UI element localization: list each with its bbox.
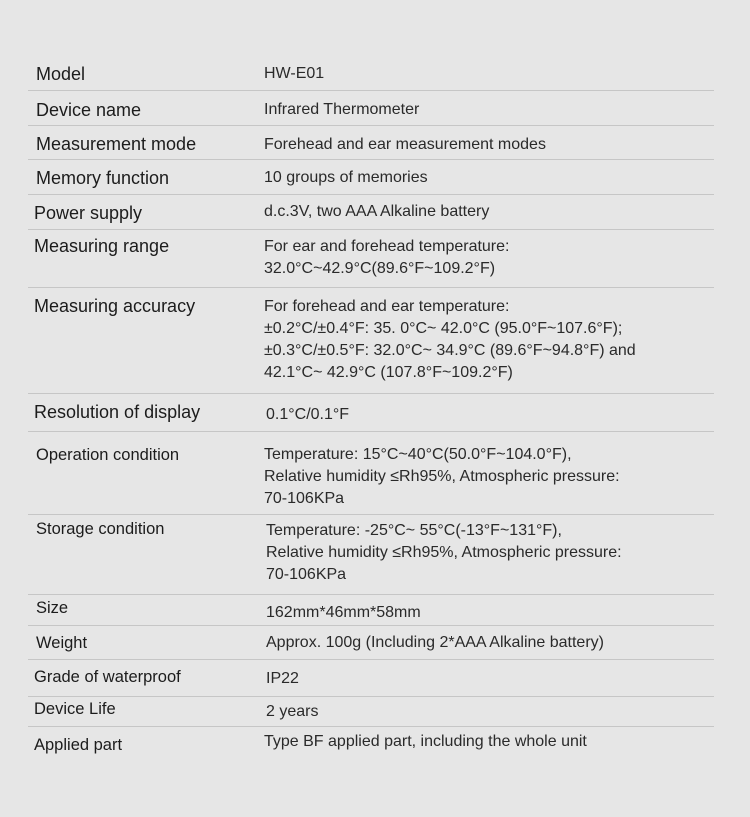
spec-row-storage-condition xyxy=(28,515,714,595)
spec-label: Measuring accuracy xyxy=(34,296,196,316)
spec-value-line: d.c.3V, two AAA Alkaline battery xyxy=(264,203,490,220)
spec-value-line: ±0.2°C/±0.4°F: 35. 0°C~ 42.0°C (95.0°F~107.6°F); xyxy=(264,320,623,337)
spec-value-line: HW-E01 xyxy=(264,65,325,82)
spec-value-line: 32.0°C~42.9°C(89.6°F~109.2°F) xyxy=(264,260,496,277)
spec-value xyxy=(266,404,708,426)
spec-value-line: 2 years xyxy=(266,703,319,720)
spec-value-line: Forehead and ear measurement modes xyxy=(264,136,546,153)
spec-row-device-life xyxy=(28,697,714,727)
spec-row-measuring-accuracy xyxy=(28,288,714,394)
spec-label: Power supply xyxy=(34,203,143,223)
spec-row-size xyxy=(28,595,714,626)
spec-row-operation-condition xyxy=(28,432,714,515)
spec-label: Model xyxy=(36,64,86,84)
spec-row-measuring-range xyxy=(28,230,714,288)
spec-value xyxy=(264,236,708,280)
spec-value-line: Temperature: -25°C~ 55°C(-13°F~131°F), xyxy=(266,522,562,539)
spec-value-line: 0.1°C/0.1°F xyxy=(266,406,350,423)
spec-row-weight xyxy=(28,626,714,660)
spec-label: Memory function xyxy=(36,168,170,188)
spec-row-measurement-mode xyxy=(28,126,714,160)
spec-value-line: 162mm*46mm*58mm xyxy=(266,604,421,621)
spec-label: Measurement mode xyxy=(36,134,197,154)
spec-value xyxy=(264,201,708,223)
spec-value xyxy=(264,444,708,510)
spec-value-line: 10 groups of memories xyxy=(264,169,428,186)
spec-label: Weight xyxy=(36,634,88,652)
spec-label: Device name xyxy=(36,100,142,120)
spec-value-line: ±0.3°C/±0.5°F: 32.0°C~ 34.9°C (89.6°F~94.8°F) and xyxy=(264,342,636,359)
spec-label: Resolution of display xyxy=(34,402,201,422)
spec-value-line: For ear and forehead temperature: xyxy=(264,238,510,255)
spec-label: Size xyxy=(36,599,69,617)
spec-label: Storage condition xyxy=(36,520,165,538)
spec-value xyxy=(266,668,708,690)
spec-label: Measuring range xyxy=(34,236,170,256)
spec-row-resolution xyxy=(28,394,714,432)
spec-value xyxy=(264,167,708,189)
spec-value xyxy=(264,134,708,156)
spec-value xyxy=(266,520,708,586)
spec-value-line: Type BF applied part, including the whole unit xyxy=(264,733,587,750)
spec-value-line: Relative humidity ≤Rh95%, Atmospheric pressure: xyxy=(266,544,622,561)
spec-value-line: 70-106KPa xyxy=(264,490,345,507)
spec-value-line: Temperature: 15°C~40°C(50.0°F~104.0°F), xyxy=(264,446,572,463)
spec-label: Operation condition xyxy=(36,446,180,464)
spec-value-line: 42.1°C~ 42.9°C (107.8°F~109.2°F) xyxy=(264,364,513,381)
spec-row-applied-part xyxy=(28,727,714,767)
spec-value-line: Relative humidity ≤Rh95%, Atmospheric pressure: xyxy=(264,468,620,485)
spec-row-waterproof xyxy=(28,660,714,697)
spec-table xyxy=(28,56,714,767)
spec-value-line: Infrared Thermometer xyxy=(264,101,420,118)
spec-value xyxy=(264,731,708,753)
spec-value-line: 70-106KPa xyxy=(266,566,347,583)
spec-row-power-supply xyxy=(28,195,714,230)
spec-row-model xyxy=(28,56,714,91)
spec-label: Applied part xyxy=(34,736,123,754)
spec-value-line: IP22 xyxy=(266,670,299,687)
spec-label: Device Life xyxy=(34,700,116,718)
spec-value xyxy=(264,296,708,384)
spec-value xyxy=(266,701,708,723)
spec-value xyxy=(266,632,708,654)
spec-value xyxy=(264,63,708,85)
spec-row-memory-function xyxy=(28,160,714,195)
spec-value-line: For forehead and ear temperature: xyxy=(264,298,510,315)
spec-value-line: Approx. 100g (Including 2*AAA Alkaline battery) xyxy=(266,634,604,651)
spec-label: Grade of waterproof xyxy=(34,668,181,686)
spec-row-device-name xyxy=(28,91,714,126)
spec-value xyxy=(264,99,708,121)
spec-value xyxy=(266,602,708,624)
